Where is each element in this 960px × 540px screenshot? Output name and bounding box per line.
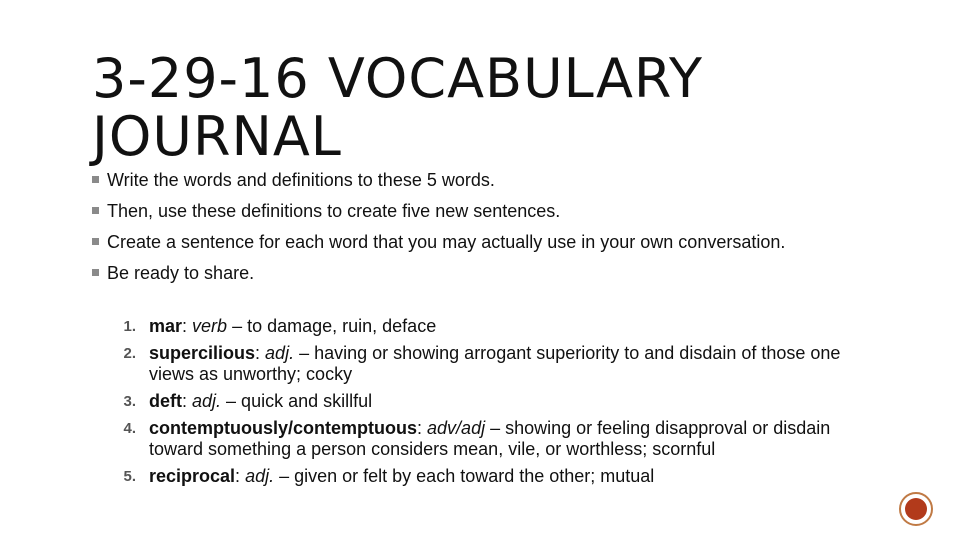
slide-title-line-2: JOURNAL xyxy=(92,105,342,168)
vocab-separator: : xyxy=(182,316,193,336)
vocab-number: 5. xyxy=(123,468,136,485)
vocab-definition: – having or showing arrogant superiority to and disdain of those one views as unworthy; cocky xyxy=(149,343,841,384)
slide-title xyxy=(92,47,712,168)
vocab-item xyxy=(104,466,884,487)
vocab-term: mar xyxy=(149,316,183,336)
vocab-term: reciprocal xyxy=(149,466,236,486)
vocab-number: 4. xyxy=(123,420,136,437)
vocabulary-list xyxy=(104,316,884,493)
instruction-item: Create a sentence for each word that you may actually use in your own conversation. xyxy=(90,232,890,252)
vocab-term: supercilious xyxy=(149,343,256,363)
vocab-part-of-speech: verb xyxy=(192,316,228,336)
vocab-number: 2. xyxy=(123,345,136,362)
vocab-item xyxy=(104,343,884,385)
instruction-item: Then, use these definitions to create five new sentences. xyxy=(90,201,890,221)
vocab-number: 1. xyxy=(123,318,136,335)
circle-badge-icon xyxy=(899,492,933,526)
vocab-definition: – given or felt by each toward the other; mutual xyxy=(274,466,655,486)
instruction-item: Be ready to share. xyxy=(90,263,890,283)
slide-title-line-1: 3-29-16 VOCABULARY xyxy=(92,47,703,110)
vocab-definition: – to damage, ruin, deface xyxy=(227,316,437,336)
vocab-part-of-speech: adj. xyxy=(192,391,222,411)
vocab-part-of-speech: adv/adj xyxy=(427,418,486,438)
vocab-separator: : xyxy=(235,466,246,486)
vocab-separator: : xyxy=(182,391,193,411)
vocab-number: 3. xyxy=(123,393,136,410)
vocab-part-of-speech: adj. xyxy=(245,466,275,486)
vocab-item xyxy=(104,418,884,460)
vocab-definition: – quick and skillful xyxy=(221,391,373,411)
vocab-separator: : xyxy=(255,343,266,363)
vocab-definition: – showing or feeling disapproval or disdain toward something a person considers mean, vile, or worthless; scornful xyxy=(149,418,831,459)
vocab-term: contemptuously/contemptuous xyxy=(149,418,418,438)
vocab-term: deft xyxy=(149,391,182,411)
instruction-item: Write the words and definitions to these 5 words. xyxy=(90,170,890,190)
vocab-item xyxy=(104,316,884,337)
vocab-item xyxy=(104,391,884,412)
vocab-separator: : xyxy=(417,418,428,438)
instruction-list xyxy=(90,170,890,283)
vocab-part-of-speech: adj. xyxy=(265,343,295,363)
